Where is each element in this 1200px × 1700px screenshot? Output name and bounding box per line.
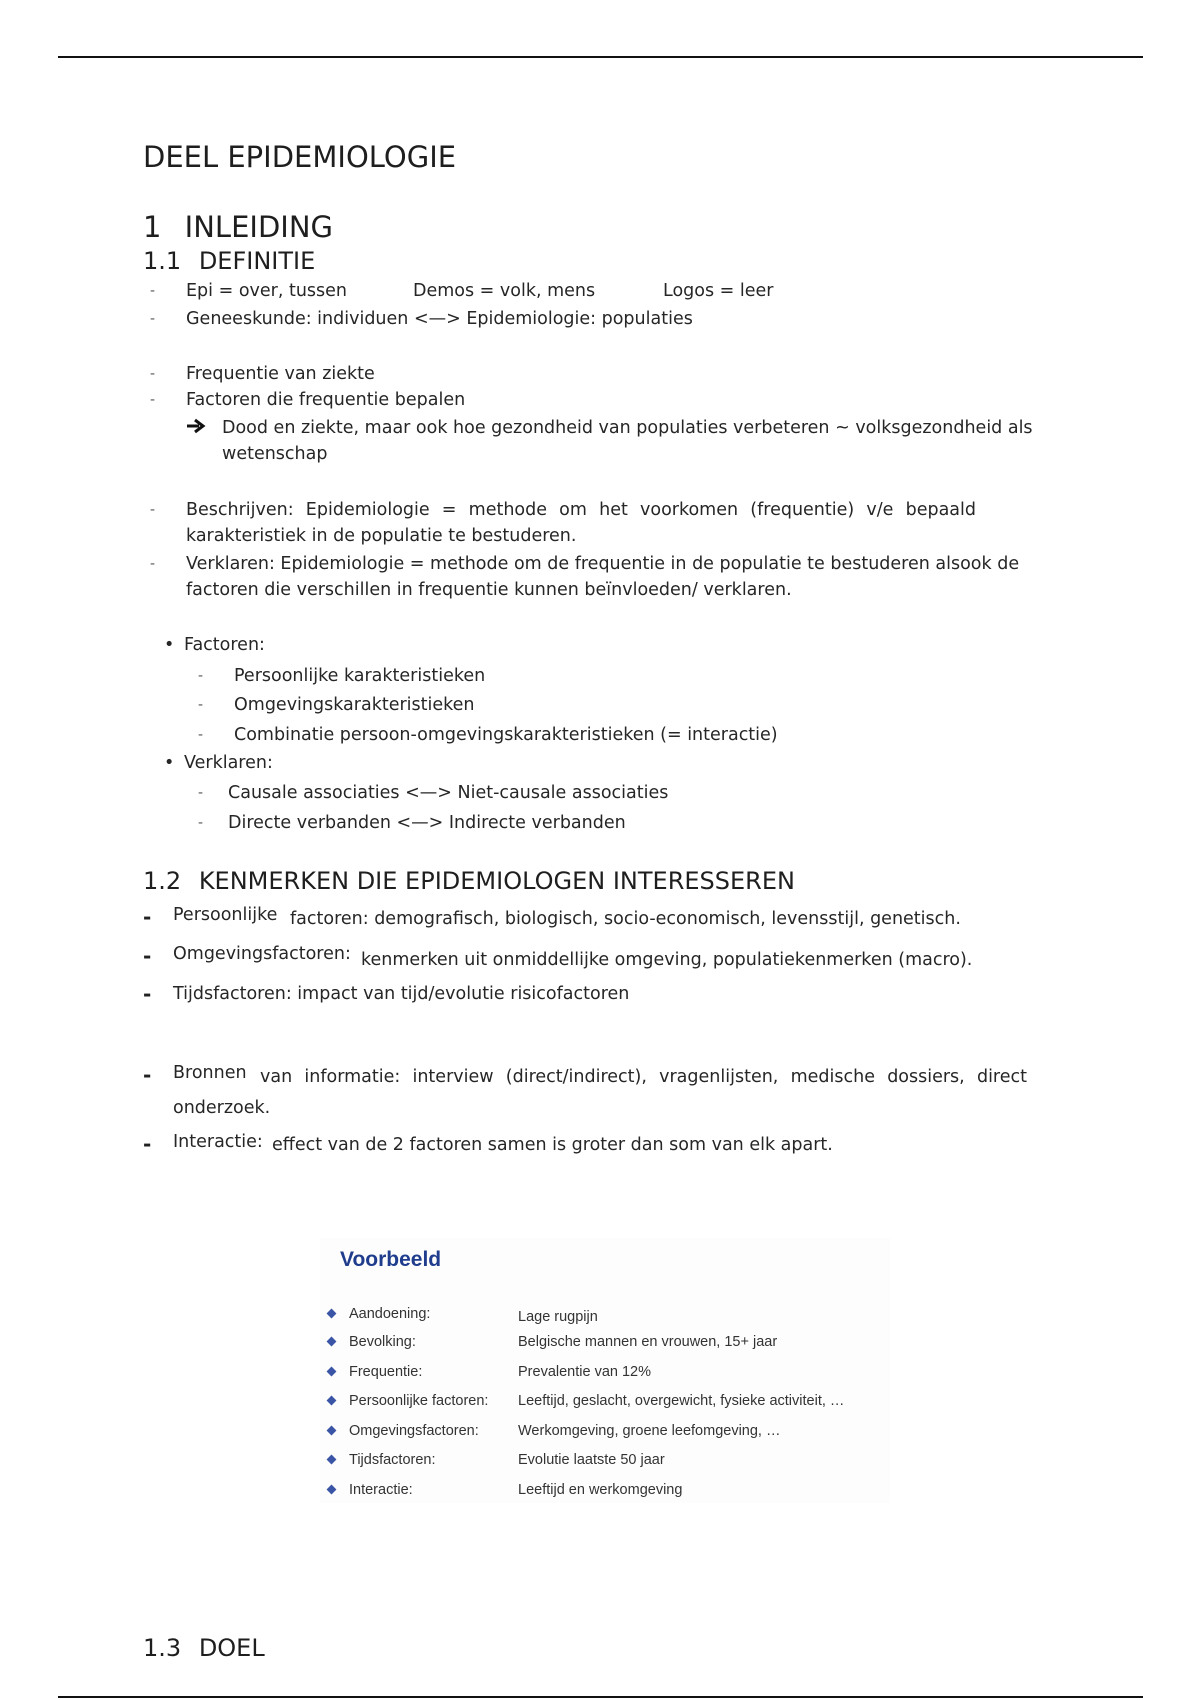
dash-bullet: -	[150, 392, 156, 408]
list-item: Persoonlijke karakteristieken	[234, 666, 486, 686]
verklaren-line-1: Verklaren: Epidemiologie = methode om de frequentie in de populatie te bestuderen alsook de	[186, 554, 1020, 574]
dash-bullet: -	[198, 785, 204, 801]
dash-bullet: -	[198, 815, 204, 831]
header-rule	[58, 56, 1143, 58]
verklaren-label: Verklaren:	[184, 753, 273, 773]
beschrijven-line-2: karakteristiek in de populatie te bestuderen.	[186, 526, 577, 546]
section-heading-1-2	[143, 867, 795, 895]
dash-bullet: -	[150, 556, 156, 572]
beschrijven-line-1: Beschrijven: Epidemiologie = methode om het voorkomen (frequentie) v/e bepaald	[186, 500, 976, 520]
example-label: Persoonlijke factoren:	[349, 1393, 489, 1409]
interactie-text: effect van de 2 factoren samen is groter dan som van elk apart.	[272, 1135, 833, 1155]
list-item: Omgevingskarakteristieken	[234, 695, 475, 715]
example-value: Leeftijd, geslacht, overgewicht, fysieke activiteit, …	[518, 1393, 845, 1409]
section-title: DEFINITIE	[198, 247, 316, 275]
diamond-bullet-icon	[327, 1396, 337, 1406]
list-item: Causale associaties <—> Niet-causale associaties	[228, 783, 669, 803]
dash-bullet: -	[198, 727, 204, 743]
section-number: 1.3	[143, 1634, 182, 1662]
example-value: Prevalentie van 12%	[518, 1364, 651, 1380]
diamond-bullet-icon	[327, 1367, 337, 1377]
example-figure	[320, 1238, 890, 1503]
diamond-bullet-icon	[327, 1309, 337, 1319]
dash-bullet: -	[143, 1132, 152, 1156]
list-item: Directe verbanden <—> Indirecte verbanden	[228, 813, 626, 833]
list-item: Combinatie persoon-omgevingskarakteristieken (= interactie)	[234, 725, 778, 745]
example-label: Frequentie:	[349, 1364, 423, 1380]
dash-bullet: -	[150, 502, 156, 518]
section-title: KENMERKEN DIE EPIDEMIOLOGEN INTERESSEREN	[198, 867, 795, 895]
verklaren-line-2: factoren die verschillen in frequentie kunnen beïnvloeden/ verklaren.	[186, 580, 792, 600]
bronnen-line-2: onderzoek.	[173, 1098, 271, 1118]
dash-bullet: -	[143, 982, 152, 1006]
frequentie-line: Frequentie van ziekte	[186, 364, 375, 384]
section-heading-1-1	[143, 247, 315, 275]
example-label: Bevolking:	[349, 1334, 416, 1350]
example-value: Werkomgeving, groene leefomgeving, …	[518, 1423, 781, 1439]
example-value: Lage rugpijn	[518, 1309, 598, 1325]
arrow-icon	[186, 418, 206, 434]
dash-bullet: -	[150, 366, 156, 382]
section-heading-1-3	[143, 1634, 265, 1662]
geneeskunde-line: Geneeskunde: individuen <—> Epidemiologie: populaties	[186, 309, 693, 329]
factoren-label: Factoren:	[184, 635, 265, 655]
example-value: Belgische mannen en vrouwen, 15+ jaar	[518, 1334, 778, 1350]
dash-bullet: -	[150, 311, 156, 327]
dash-bullet: -	[143, 944, 152, 968]
persoonlijke-term: Persoonlijke	[173, 905, 278, 925]
example-value: Leeftijd en werkomgeving	[518, 1482, 683, 1498]
diamond-bullet-icon	[327, 1426, 337, 1436]
def-logos: Logos = leer	[663, 281, 774, 301]
example-value: Evolutie laatste 50 jaar	[518, 1452, 665, 1468]
disc-bullet: •	[164, 635, 175, 655]
dash-bullet: -	[198, 668, 204, 684]
disc-bullet: •	[164, 753, 175, 773]
example-title: Voorbeeld	[340, 1248, 442, 1271]
arrow-line-1: Dood en ziekte, maar ook hoe gezondheid van populaties verbeteren ~ volksgezondheid als	[222, 418, 1033, 438]
interactie-term: Interactie:	[173, 1132, 263, 1152]
diamond-bullet-icon	[327, 1485, 337, 1495]
dash-bullet: -	[143, 1063, 152, 1087]
bronnen-term: Bronnen	[173, 1063, 247, 1083]
section-title: DOEL	[198, 1634, 265, 1662]
document-title: DEEL EPIDEMIOLOGIE	[143, 140, 457, 174]
chapter-heading	[143, 210, 333, 244]
footer-rule	[58, 1696, 1143, 1698]
dash-bullet: -	[150, 283, 156, 299]
example-label: Tijdsfactoren:	[349, 1452, 436, 1468]
omgeving-text: kenmerken uit onmiddellijke omgeving, populatiekenmerken (macro).	[361, 950, 973, 970]
arrow-line-2: wetenschap	[222, 444, 328, 464]
example-label: Interactie:	[349, 1482, 413, 1498]
tijdsfactoren-line: Tijdsfactoren: impact van tijd/evolutie risicofactoren	[173, 984, 630, 1004]
chapter-title: INLEIDING	[184, 210, 333, 244]
def-demos: Demos = volk, mens	[413, 281, 596, 301]
example-label: Aandoening:	[349, 1306, 431, 1322]
dash-bullet: -	[143, 905, 152, 929]
chapter-number: 1	[143, 210, 162, 244]
persoonlijke-text: factoren: demografisch, biologisch, socio-economisch, levensstijl, genetisch.	[290, 909, 961, 929]
section-number: 1.1	[143, 247, 182, 275]
section-number: 1.2	[143, 867, 182, 895]
def-epi: Epi = over, tussen	[186, 281, 348, 301]
omgeving-term: Omgevingsfactoren:	[173, 944, 351, 964]
dash-bullet: -	[198, 697, 204, 713]
diamond-bullet-icon	[327, 1337, 337, 1347]
example-label: Omgevingsfactoren:	[349, 1423, 479, 1439]
bronnen-text: van informatie: interview (direct/indirect), vragenlijsten, medische dossiers, direct	[260, 1067, 1027, 1087]
diamond-bullet-icon	[327, 1455, 337, 1465]
factoren-bepalen-line: Factoren die frequentie bepalen	[186, 390, 466, 410]
